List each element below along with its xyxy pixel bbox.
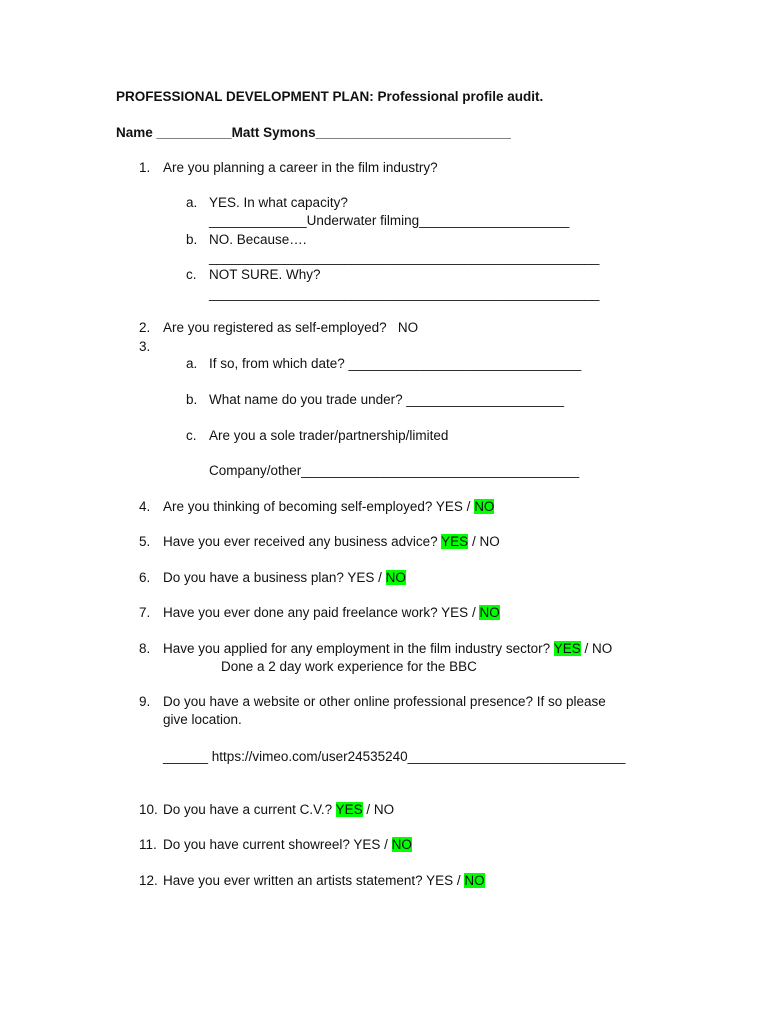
q7-number: 7.: [139, 605, 151, 620]
q3-b-text: What name do you trade under? _____________________: [209, 392, 565, 407]
q11-text: Do you have current showreel? YES /: [163, 837, 392, 852]
q9-answer: ______ https://vimeo.com/user24535240_____________________________: [163, 749, 626, 764]
name-pre-blank: __________: [156, 125, 232, 140]
q6-text: Do you have a business plan? YES /: [163, 570, 386, 585]
q1-a-letter: a.: [186, 195, 198, 210]
q1-c-answer: ____________________________________________________: [209, 286, 600, 301]
q4-highlighted-answer: NO: [474, 499, 495, 514]
q1-c-text: NOT SURE. Why?: [209, 267, 321, 282]
q6-line: [163, 569, 406, 587]
q1-text: Are you planning a career in the film industry?: [163, 160, 438, 175]
document-title: PROFESSIONAL DEVELOPMENT PLAN: Professional profile audit.: [116, 89, 544, 104]
q1-b-letter: b.: [186, 232, 198, 247]
q10-number: 10.: [139, 802, 158, 817]
q5-number: 5.: [139, 534, 151, 549]
q3-c-letter: c.: [186, 428, 197, 443]
q11-line: [163, 836, 412, 854]
q1-b-text: NO. Because….: [209, 232, 307, 247]
q12-number: 12.: [139, 873, 158, 888]
q2-text: Are you registered as self-employed? NO: [163, 320, 419, 335]
q7-line: [163, 604, 500, 622]
q8-text: Have you applied for any employment in the film industry sector?: [163, 641, 554, 656]
q1-b-answer: ____________________________________________________: [209, 250, 600, 265]
q1-a-text: YES. In what capacity?: [209, 195, 348, 210]
q5-highlighted-answer: YES: [441, 534, 469, 549]
q1-number: 1.: [139, 160, 151, 175]
q1-a-answer: _____________Underwater filming____________________: [209, 213, 570, 228]
q10-line: [163, 801, 394, 819]
name-line: [116, 124, 511, 142]
q5-line: [163, 533, 500, 551]
q9-text2: give location.: [163, 712, 242, 727]
q8-line: [163, 640, 612, 658]
q8-tail: / NO: [580, 641, 613, 656]
q12-highlighted-answer: NO: [464, 873, 485, 888]
q12-text: Have you ever written an artists statement? YES /: [163, 873, 465, 888]
q7-highlighted-answer: NO: [479, 605, 500, 620]
name-value: Matt Symons: [231, 125, 316, 140]
q10-text: Do you have a current C.V.?: [163, 802, 336, 817]
q5-tail: / NO: [468, 534, 500, 549]
q8-number: 8.: [139, 641, 151, 656]
q9-number: 9.: [139, 694, 151, 709]
q3-a-text: If so, from which date? _______________________________: [209, 356, 582, 371]
q8-note: Done a 2 day work experience for the BBC: [221, 659, 477, 674]
name-label: Name: [116, 125, 153, 140]
q11-number: 11.: [139, 837, 157, 852]
q3-b-letter: b.: [186, 392, 198, 407]
q7-text: Have you ever done any paid freelance work? YES /: [163, 605, 480, 620]
q1-c-letter: c.: [186, 267, 197, 282]
q3-number: 3.: [139, 339, 151, 354]
q4-line: [163, 498, 494, 516]
q3-a-letter: a.: [186, 356, 198, 371]
q3-c-text: Are you a sole trader/partnership/limited: [209, 428, 449, 443]
q2-number: 2.: [139, 320, 151, 335]
q11-highlighted-answer: NO: [391, 837, 412, 852]
q4-number: 4.: [139, 499, 151, 514]
q3-c-text2: Company/other_____________________________________: [209, 463, 580, 478]
q10-highlighted-answer: YES: [335, 802, 363, 817]
q5-text: Have you ever received any business advice?: [163, 534, 442, 549]
q10-tail: / NO: [362, 802, 395, 817]
q9-text: Do you have a website or other online professional presence? If so please: [163, 694, 606, 709]
q6-highlighted-answer: NO: [385, 570, 406, 585]
name-post-blank: __________________________: [315, 125, 511, 140]
q12-line: [163, 872, 485, 890]
q4-text: Are you thinking of becoming self-employed? YES /: [163, 499, 475, 514]
q8-highlighted-answer: YES: [553, 641, 581, 656]
q6-number: 6.: [139, 570, 151, 585]
